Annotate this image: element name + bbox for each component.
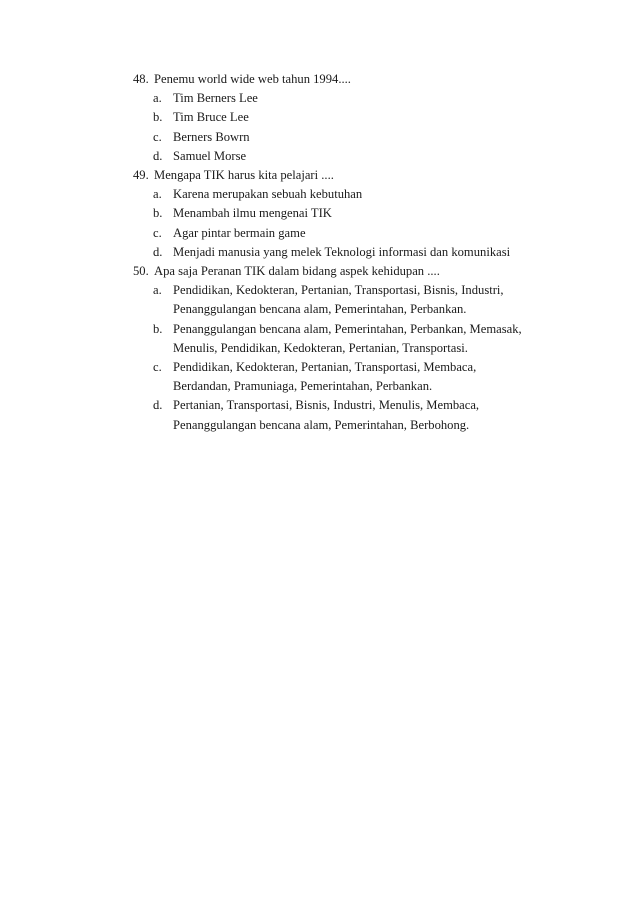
option-b — [133, 204, 553, 223]
option-letter: c. — [153, 360, 162, 375]
option-text: Pendidikan, Kedokteran, Pertanian, Transportasi, Bisnis, Industri, Penanggulangan bencana alam, Pemerintahan, Perbankan. — [173, 283, 504, 317]
option-b — [133, 108, 553, 127]
option-letter: a. — [153, 187, 162, 202]
option-letter: b. — [153, 206, 163, 221]
option-letter: a. — [153, 283, 162, 298]
option-a — [133, 281, 553, 319]
option-text: Karena merupakan sebuah kebutuhan — [173, 187, 363, 202]
question-49 — [133, 166, 553, 262]
option-letter: d. — [153, 148, 163, 163]
option-list — [133, 89, 553, 166]
question-text: Mengapa TIK harus kita pelajari .... — [154, 168, 334, 183]
option-a — [133, 185, 553, 204]
option-text: Menambah ilmu mengenai TIK — [173, 206, 332, 221]
option-d — [133, 396, 553, 434]
option-letter: d. — [153, 244, 163, 259]
option-letter: c. — [153, 225, 162, 240]
question-number: 50. — [133, 264, 149, 279]
question-number: 49. — [133, 168, 149, 183]
option-letter: b. — [153, 110, 163, 125]
option-letter: b. — [153, 321, 163, 336]
option-text: Samuel Morse — [173, 148, 247, 163]
question-header — [133, 166, 553, 185]
option-text: Tim Berners Lee — [173, 91, 258, 106]
option-list — [133, 281, 553, 435]
option-c — [133, 128, 553, 147]
option-d — [133, 147, 553, 166]
option-text: Menjadi manusia yang melek Teknologi informasi dan komunikasi — [173, 244, 511, 259]
option-a — [133, 89, 553, 108]
question-text: Apa saja Peranan TIK dalam bidang aspek kehidupan .... — [154, 264, 440, 279]
question-number: 48. — [133, 72, 149, 86]
option-letter: d. — [153, 398, 163, 413]
question-header — [133, 262, 553, 281]
option-text: Pertanian, Transportasi, Bisnis, Industri, Menulis, Membaca, Penanggulangan bencana alam, Pemerintahan, Berbohong. — [173, 398, 480, 432]
option-text: Penanggulangan bencana alam, Pemerintahan, Perbankan, Memasak, Menulis, Pendidikan, Kedokteran, Pertanian, Transportasi. — [173, 321, 522, 355]
option-text: Tim Bruce Lee — [173, 110, 249, 125]
option-b — [133, 320, 553, 358]
question-50 — [133, 262, 553, 435]
option-list — [133, 185, 553, 262]
option-text: Pendidikan, Kedokteran, Pertanian, Transportasi, Membaca, Berdandan, Pramuniaga, Pemerintahan, Perbankan. — [173, 360, 477, 394]
question-header — [133, 70, 553, 89]
option-letter: c. — [153, 129, 162, 144]
option-c — [133, 224, 553, 243]
option-text: Berners Bowrn — [173, 129, 250, 144]
option-letter: a. — [153, 91, 162, 106]
question-list — [133, 70, 553, 435]
option-d — [133, 243, 553, 262]
question-text: Penemu world wide web tahun 1994.... — [154, 72, 351, 86]
option-text: Agar pintar bermain game — [173, 225, 306, 240]
question-48 — [133, 70, 553, 166]
option-c — [133, 358, 553, 396]
